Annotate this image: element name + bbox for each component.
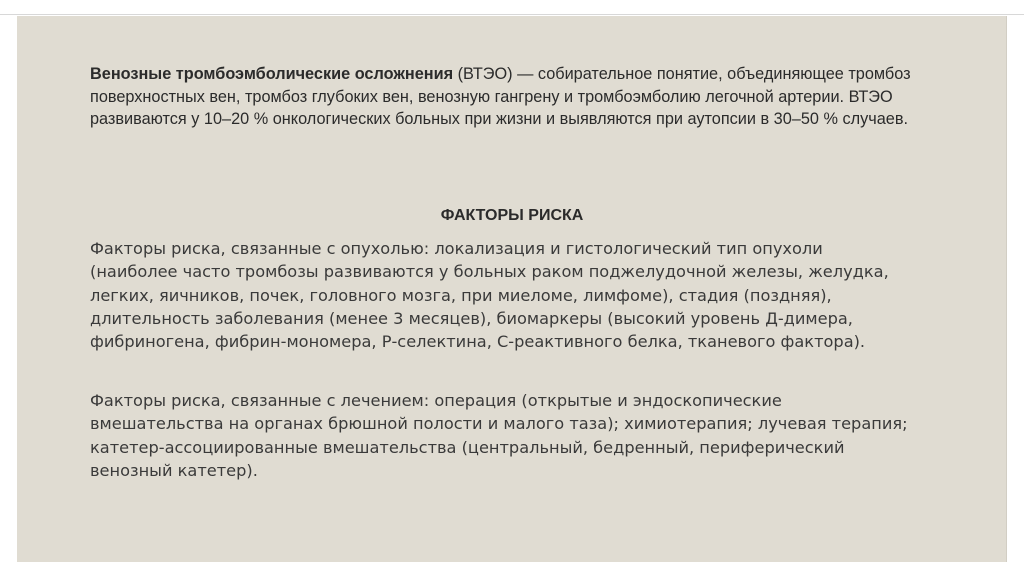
slide [17,16,1007,562]
intro-term: Венозные тромбоэмболические осложнения [90,65,454,83]
intro-paragraph [90,63,940,131]
treatment-risk-factors-paragraph: Факторы риска, связанные с лечением: операция (открытые и эндоскопические вмешательства на органах брюшной полости и малого таза); химиотерапия; лучевая терапия; катетер-ассоциированные вмешательства (центральный, бедренный, периферический венозный катетер). [90,391,908,480]
section-heading: ФАКТОРЫ РИСКА [440,207,584,224]
top-divider [0,14,1024,15]
intro-text: (ВТЭО) — собирательное понятие, объединяющее тромбоз поверхностных вен, тромбоз глубоких вен, венозную гангрену и тромбоэмболию легочной артерии. ВТЭО развиваются у 10–20 % онкологических больных при жизни и выявляются при аутопсии в 30–50 % случаев. [90,65,911,128]
tumor-risk-factors-paragraph: Факторы риска, связанные с опухолью: локализация и гистологический тип опухоли (наиболее часто тромбозы развиваются у больных раком поджелудочной железы, желудка, легких, яичников, почек, головного мозга, при миеломе, лимфоме), стадия (поздняя), длительность заболевания (менее 3 месяцев), биомаркеры (высокий уровень Д-димера, фибриногена, фибрин-мономера, Р-селектина, С-реактивного белка, тканевого фактора). [90,239,889,352]
